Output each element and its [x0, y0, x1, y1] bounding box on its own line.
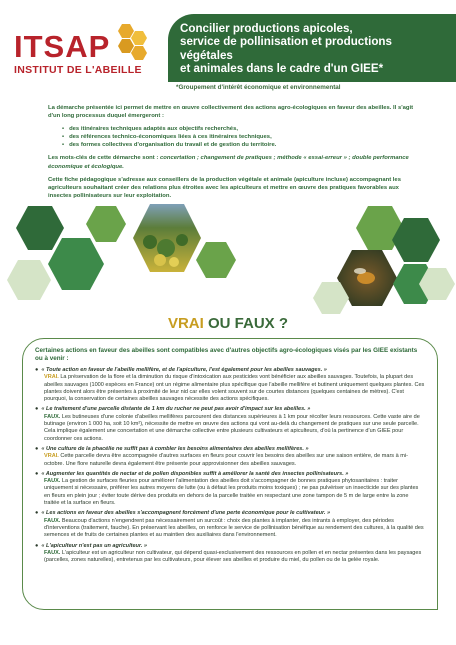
intro-bullet: • des références technico-économiques liées à ces itinéraires techniques,	[62, 133, 424, 141]
answer-text: Les butineuses d'une colonie d'abeilles mellifères parcourent des distances supérieures à 1 km pour récolter leurs ressources. Cette vaste aire de butinage (environ 1 000 ha, soit 10 km²), nécessite de mettre en œuvre des actions qui vont au-delà du changement de pratiques sur une seule parcelle. Cela implique également une concertation et une démarche collective entre plusieurs cultivateurs et apiculteurs, d'où la pertinence d'un GIEE pour coordonner ces actions.	[44, 413, 420, 442]
intro-paragraph-1: La démarche présentée ici permet de mettre en œuvre collectivement des actions agro-écologiques en faveur des abeilles. Il s'agit d'un long processus duquel émergeront :	[48, 105, 414, 120]
intro-bullet: • des formes collectives d'organisation du travail et de gestion du territoire.	[62, 141, 424, 149]
quiz-box	[22, 338, 438, 610]
title-line-2: service de pollinisation et productions végétales	[180, 35, 392, 62]
quiz-answer	[35, 374, 425, 403]
quiz-question: « Toute action en faveur de l'abeille mellifère, et de l'apiculture, l'est également pour les abeilles sauvages. »	[41, 367, 327, 373]
quiz-question: « Les actions en faveur des abeilles s'accompagnent forcément d'une perte économique pour le cultivateur. »	[41, 510, 331, 517]
logo-subtitle: INSTITUT DE L'ABEILLE	[14, 64, 142, 76]
verdict-faux: FAUX.	[44, 549, 61, 556]
keywords-list: concertation ; changement de pratiques ; méthode « essai-erreur » ; double performance économique et écologique.	[48, 155, 409, 170]
quiz-question: « Le traitement d'une parcelle distante de 1 km du rucher ne peut pas avoir d'impact sur les abeilles. »	[41, 406, 311, 413]
answer-text: L'apiculteur est un agriculteur non cultivateur, qui dépend quasi-exclusivement des ressources en pollen et en nectar présentes dans les paysages (parcelles, zones naturelles), entretenus par les cultivateurs, pour élever ses abeilles et produire du miel, du pollen ou de la gelée royale.	[44, 549, 422, 564]
quiz-lead: Certaines actions en faveur des abeilles sont compatibles avec d'autres objectifs agro-écologiques visés par les GIEE existants ou à venir :	[35, 347, 418, 362]
answer-text: Cette parcelle devra être accompagnée d'autres surfaces en fleurs pour couvrir les besoins des abeilles sur une saison entière, de mars à mi-octobre. Une flore naturelle devra également être présente pour approvisionner des abeilles sauvages.	[44, 453, 408, 467]
bullet-icon: ●	[35, 542, 39, 549]
bullet-icon: ●	[35, 367, 39, 373]
quiz-title-ou: OU	[203, 315, 235, 332]
bullet-icon: ●	[35, 510, 39, 517]
quiz-title-vrai: VRAI	[167, 315, 204, 332]
answer-text: Beaucoup d'actions n'engendrent pas nécessairement un surcoût : choix des plantes à implanter, des intrants à employer, des périodes d'interventions (traitement, fauche). En préservant les abeilles, on renforce le service de pollinisation bénéfique au rendement des cultures, à la qualité des semences et de fruits de certaines plantes et au maintien des auxiliaires dans l'environnement.	[44, 517, 424, 539]
intro-paragraph-keywords	[48, 154, 424, 170]
quiz-item	[35, 446, 425, 468]
quiz-item	[35, 471, 425, 507]
intro-section	[48, 104, 424, 205]
verdict-vrai: VRAI.	[44, 453, 59, 460]
title-line-1: Concilier productions apicoles,	[180, 22, 353, 35]
quiz-item	[35, 543, 425, 565]
quiz-title-question-mark: ?	[274, 315, 289, 332]
quiz-title	[0, 315, 456, 332]
answer-text: La gestion de surfaces fleuries pour améliorer l'alimentation des abeilles doit s'accompagner de bonnes pratiques phytosanitaires : traiter uniquement si nécessaire, préférer les autres moyens de lutte (ou à défaut les produits moins toxiques) ; ne pas pulvériser un insecticide sur des plantes en fleurs en plein jour ; éviter toute dérive des produits en dehors de la parcelle traitée en respectant une zone tampon de 5 m de large entre la zone traitée et la surface en fleurs.	[44, 478, 419, 507]
hexagon-band-decoration	[0, 198, 456, 318]
verdict-faux: FAUX.	[44, 478, 61, 485]
title-line-3: et animales dans le cadre d'un GIEE*	[180, 62, 384, 76]
verdict-faux: FAUX.	[44, 517, 61, 524]
quiz-answer	[35, 518, 425, 540]
bullet-icon: ●	[35, 445, 39, 452]
keywords-label: Les mots-clés de cette démarche sont :	[48, 155, 160, 162]
intro-paragraph-3: Cette fiche pédagogique s'adresse aux conseillers de la production végétale et animale (apiculture incluse) accompagnant les agriculteurs souhaitant créer des relations plus étroites avec les apiculteurs et mettre en œuvre des pratiques favorables aux insectes pollinisateurs sur leur exploitation.	[48, 176, 401, 199]
quiz-question: « Augmenter les quantités de nectar et de pollen disponibles suffit à améliorer la santé des insectes pollinisateurs. »	[41, 470, 349, 477]
quiz-item	[35, 510, 425, 539]
intro-bullet: • des itinéraires techniques adaptés aux objectifs recherchés,	[62, 125, 424, 133]
intro-bullet-list	[62, 125, 424, 149]
quiz-item	[35, 406, 425, 442]
quiz-title-faux: FAUX	[234, 315, 275, 332]
verdict-faux: FAUX.	[44, 413, 61, 420]
answer-text: La préservation de la flore et la diminution du risque d'intoxication aux pesticides vont bénéficier aux abeilles sauvages. Toutefois, la plupart des abeilles sauvages (1000 espèces en France) ont un régime alimentaire plus spécifique que l'abeille mellifère et butinent uniquement quelques plantes. Ces plantes doivent alors être présentes à proximité de leur nid car elles volent souvent sur de courtes distances (quelques centaines de mètres). C'est pourquoi, la conservation de certaines abeilles sauvages nécessite des actions spécifiques.	[44, 374, 425, 403]
quiz-item	[35, 367, 425, 403]
field-photo-hexagon	[133, 204, 201, 272]
quiz-answer	[35, 453, 425, 468]
quiz-answer	[35, 550, 425, 565]
quiz-question: « L'apiculteur n'est pas un agriculteur. »	[41, 542, 147, 549]
bullet-icon: ●	[35, 470, 39, 477]
hexagon-cluster-logo-icon	[104, 22, 154, 68]
verdict-vrai: VRAI.	[44, 374, 59, 381]
quiz-answer	[35, 414, 425, 443]
quiz-answer	[35, 478, 425, 507]
quiz-question: « Une culture de la phacélie ne suffit pas à combler les besoins alimentaires des abeilles mellifères. »	[41, 445, 309, 452]
giee-footnote: *Groupement d'intérêt économique et environnemental	[176, 84, 341, 91]
title-banner	[168, 14, 456, 82]
logo-brand: ITSAP	[14, 29, 111, 64]
bullet-icon: ●	[35, 406, 39, 413]
